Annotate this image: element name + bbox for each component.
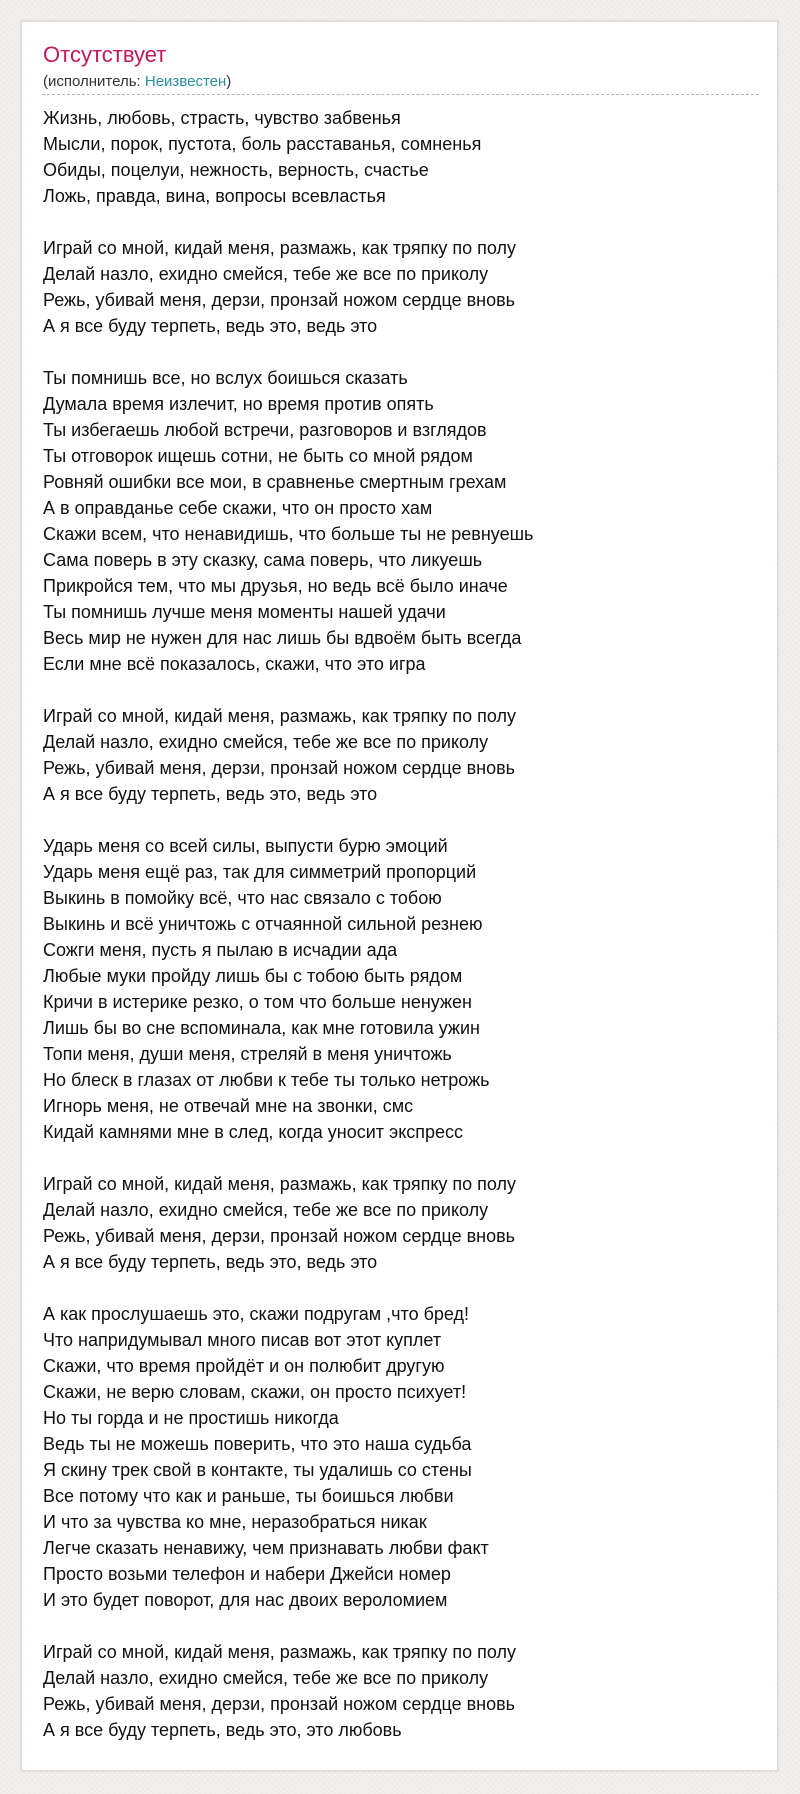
lyrics-line: Играй со мной, кидай меня, размажь, как тряпку по полу [43, 1174, 517, 1194]
lyrics-line: А я все буду терпеть, ведь это, ведь это [43, 784, 378, 804]
song-title: Отсутствует [43, 42, 167, 67]
lyrics-line: Мысли, порок, пустота, боль расставанья, сомненья [43, 134, 482, 154]
lyrics-line: Скажи, что время пройдёт и он полюбит другую [43, 1356, 445, 1376]
lyrics-line: Игнорь меня, не отвечай мне на звонки, смс [43, 1096, 414, 1116]
title-divider [42, 94, 759, 95]
artist-prefix: (исполнитель: [43, 73, 145, 90]
lyrics-line: Но ты горда и не простишь никогда [43, 1408, 339, 1428]
lyrics-line: Легче сказать ненавижу, чем признавать любви факт [43, 1538, 489, 1558]
lyrics-line: Лишь бы во сне вспоминала, как мне готовила ужин [43, 1018, 480, 1038]
lyrics-line: Обиды, поцелуи, нежность, верность, счастье [43, 160, 429, 180]
lyrics-line: Ровняй ошибки все мои, в сравненье смертным грехам [43, 472, 507, 492]
lyrics-card [21, 21, 778, 1771]
lyrics-line: Кидай камнями мне в след, когда уносит экспресс [43, 1122, 464, 1142]
lyrics-line: Играй со мной, кидай меня, размажь, как тряпку по полу [43, 1642, 517, 1662]
lyrics-line: Думала время излечит, но время против опять [43, 394, 434, 414]
lyrics-stanza [43, 365, 763, 677]
lyrics-line: Режь, убивай меня, дерзи, пронзай ножом сердце вновь [43, 290, 516, 310]
lyrics-line: А как прослушаешь это, скажи подругам ,что бред! [43, 1304, 470, 1324]
lyrics-line: Играй со мной, кидай меня, размажь, как тряпку по полу [43, 238, 517, 258]
lyrics-line: Скажи всем, что ненавидишь, что больше ты не ревнуешь [43, 524, 534, 544]
lyrics-stanza [43, 1171, 763, 1275]
lyrics-line: Делай назло, ехидно смейся, тебе же все по приколу [43, 264, 489, 284]
lyrics-stanza [43, 235, 763, 339]
lyrics-stanza [43, 1639, 763, 1743]
lyrics-stanza [43, 1301, 763, 1613]
lyrics-line: Делай назло, ехидно смейся, тебе же все по приколу [43, 1200, 489, 1220]
lyrics-line: Сожги меня, пусть я пылаю в исчадии ада [43, 940, 398, 960]
lyrics-line: Режь, убивай меня, дерзи, пронзай ножом сердце вновь [43, 1694, 516, 1714]
lyrics-line: А я все буду терпеть, ведь это, это любовь [43, 1720, 402, 1740]
lyrics-line: А я все буду терпеть, ведь это, ведь это [43, 1252, 378, 1272]
lyrics-line: Любые муки пройду лишь бы с тобою быть рядом [43, 966, 463, 986]
lyrics-line: Все потому что как и раньше, ты боишься любви [43, 1486, 454, 1506]
lyrics-line: Но блеск в глазах от любви к тебе ты только нетрожь [43, 1070, 490, 1090]
lyrics-line: А я все буду терпеть, ведь это, ведь это [43, 316, 378, 336]
lyrics-line: Ложь, правда, вина, вопросы всевластья [43, 186, 386, 206]
lyrics-line: Выкинь и всё уничтожь с отчаянной сильной резнею [43, 914, 483, 934]
lyrics-line: Ты отговорок ищешь сотни, не быть со мной рядом [43, 446, 473, 466]
lyrics-line: Если мне всё показалось, скажи, что это игра [43, 654, 426, 674]
lyrics-line: Делай назло, ехидно смейся, тебе же все по приколу [43, 1668, 489, 1688]
lyrics-line: Что напридумывал много писав вот этот куплет [43, 1330, 442, 1350]
lyrics-line: Ведь ты не можешь поверить, что это наша судьба [43, 1434, 472, 1454]
lyrics-line: А в оправданье себе скажи, что он просто хам [43, 498, 433, 518]
lyrics-line: Жизнь, любовь, страсть, чувство забвенья [43, 108, 401, 128]
lyrics-line: Кричи в истерике резко, о том что больше ненужен [43, 992, 472, 1012]
lyrics-stanza [43, 105, 763, 209]
lyrics-line: Ты помнишь все, но вслух боишься сказать [43, 368, 408, 388]
lyrics-line: И что за чувства ко мне, неразобраться никак [43, 1512, 427, 1532]
lyrics-line: Выкинь в помойку всё, что нас связало с тобою [43, 888, 442, 908]
lyrics-line: Режь, убивай меня, дерзи, пронзай ножом сердце вновь [43, 758, 516, 778]
artist-suffix: ) [226, 73, 232, 90]
lyrics-line: Играй со мной, кидай меня, размажь, как тряпку по полу [43, 706, 517, 726]
lyrics-line: Сама поверь в эту сказку, сама поверь, что ликуешь [43, 550, 483, 570]
lyrics-line: Ты избегаешь любой встречи, разговоров и взглядов [43, 420, 487, 440]
lyrics-line: Ты помнишь лучше меня моменты нашей удачи [43, 602, 446, 622]
lyrics-line: Ударь меня со всей силы, выпусти бурю эмоций [43, 836, 448, 856]
lyrics-line: Скажи, не верю словам, скажи, он просто психует! [43, 1382, 467, 1402]
lyrics-line: Делай назло, ехидно смейся, тебе же все по приколу [43, 732, 489, 752]
lyrics-stanza [43, 703, 763, 807]
lyrics-line: Просто возьми телефон и набери Джейси номер [43, 1564, 451, 1584]
lyrics-stanza [43, 833, 763, 1145]
lyrics-body [43, 105, 763, 1769]
artist-link[interactable]: Неизвестен [144, 73, 227, 90]
lyrics-line: Ударь меня ещё раз, так для симметрий пропорций [43, 862, 477, 882]
lyrics-line: Режь, убивай меня, дерзи, пронзай ножом сердце вновь [43, 1226, 516, 1246]
lyrics-line: Топи меня, души меня, стреляй в меня уничтожь [43, 1044, 452, 1064]
artist-line [43, 73, 231, 91]
lyrics-line: Прикройся тем, что мы друзья, но ведь всё было иначе [43, 576, 508, 596]
lyrics-line: Я скину трек свой в контакте, ты удалишь со стены [43, 1460, 472, 1480]
lyrics-line: И это будет поворот, для нас двоих вероломием [43, 1590, 448, 1610]
lyrics-line: Весь мир не нужен для нас лишь бы вдвоём быть всегда [43, 628, 522, 648]
